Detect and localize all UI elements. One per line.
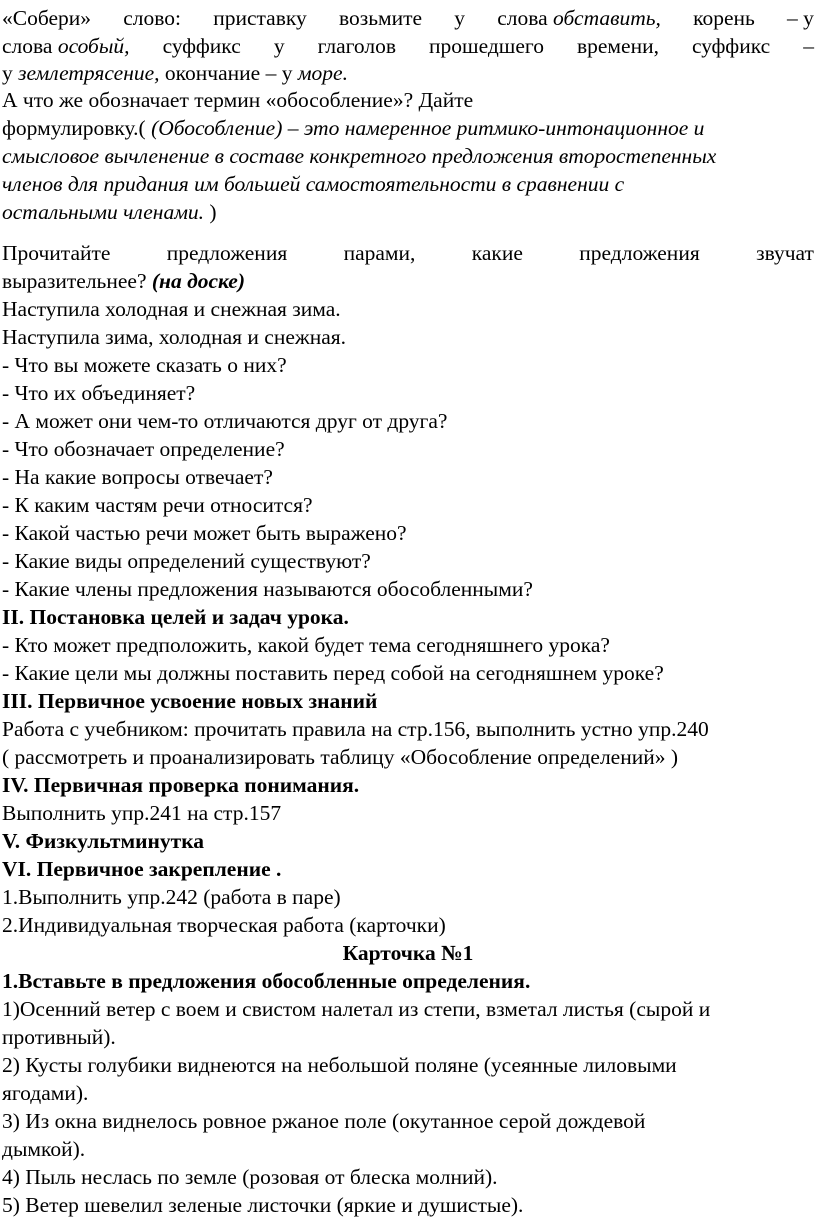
card-item-line: 1)Осенний ветер с воем и свистом налетал из степи, взметал листья (сырой и bbox=[2, 997, 711, 1021]
intro-line-8 bbox=[2, 199, 814, 226]
word: обставить, bbox=[553, 6, 661, 30]
section-heading-5: V. Физкультминутка bbox=[2, 829, 205, 853]
word: – bbox=[803, 34, 814, 58]
word: приставку bbox=[213, 6, 307, 30]
word: возьмите bbox=[338, 6, 423, 30]
section-heading-4: IV. Первичная проверка понимания. bbox=[2, 773, 360, 797]
word: предложения bbox=[579, 241, 700, 265]
section-heading-6: VI. Первичное закрепление . bbox=[2, 857, 282, 881]
exercise-line: 1.Выполнить упр.242 (работа в паре) bbox=[2, 885, 341, 909]
pairs-line-1 bbox=[2, 240, 814, 267]
word: корень bbox=[693, 6, 755, 30]
word: слова bbox=[497, 6, 548, 30]
card-item-line: ягодами). bbox=[2, 1081, 89, 1105]
sentence-1: Наступила холодная и снежная зима. bbox=[2, 297, 341, 321]
textbook-task: Работа с учебником: прочитать правила на стр.156, выполнить устно упр.240 bbox=[2, 717, 709, 741]
card-task: 1.Вставьте в предложения обособленные определения. bbox=[2, 969, 531, 993]
question-line: - На какие вопросы отвечает? bbox=[2, 465, 273, 489]
word: времени, bbox=[576, 34, 659, 58]
word: слова bbox=[2, 34, 53, 58]
word: предложения bbox=[166, 241, 288, 265]
intro-line-5 bbox=[2, 115, 814, 142]
card-item-line: дымкой). bbox=[2, 1137, 86, 1161]
section-heading-3: III. Первичное усвоение новых знаний bbox=[2, 689, 378, 713]
card-item-line: 4) Пыль неслась по земле (розовая от блеска молний). bbox=[2, 1165, 498, 1189]
card-title: Карточка №1 bbox=[342, 941, 474, 965]
word: – у bbox=[787, 6, 814, 30]
word: глаголов bbox=[317, 34, 396, 58]
intro-line-6: смысловое вычленение в составе конкретного предложения второстепенных bbox=[2, 144, 717, 168]
word: звучат bbox=[756, 241, 814, 265]
word: особый, bbox=[57, 34, 130, 58]
text: море. bbox=[297, 61, 348, 85]
word: парами, bbox=[343, 241, 416, 265]
textbook-task-cont: ( рассмотреть и проанализировать таблицу «Обособление определений» ) bbox=[2, 745, 679, 769]
word: «Собери» bbox=[2, 6, 92, 30]
text: землетрясение, bbox=[18, 61, 160, 85]
question-line: - Что обозначает определение? bbox=[2, 437, 285, 461]
text: у bbox=[2, 61, 19, 85]
sentence-2: Наступила зима, холодная и снежная. bbox=[2, 325, 347, 349]
card-item-line: 5) Ветер шевелил зеленые листочки (яркие и душистые). bbox=[2, 1193, 524, 1217]
card-item-line: 3) Из окна виднелось ровное ржаное поле (окутанное серой дождевой bbox=[2, 1109, 646, 1133]
question-line: - Что вы можете сказать о них? bbox=[2, 353, 287, 377]
word: Прочитайте bbox=[2, 241, 111, 265]
card-item-line: противный). bbox=[2, 1025, 116, 1049]
intro-line-4: А что же обозначает термин «обособление»? Дайте bbox=[2, 88, 474, 112]
word: какие bbox=[471, 241, 523, 265]
word: у bbox=[454, 6, 466, 30]
question-line: - Какой частью речи может быть выражено? bbox=[2, 521, 407, 545]
section-heading-2: II. Постановка целей и задач урока. bbox=[2, 605, 349, 629]
exercise-line: Выполнить упр.241 на стр.157 bbox=[2, 801, 282, 825]
text: остальными членами. bbox=[2, 200, 205, 224]
question-line: - Какие цели мы должны поставить перед собой на сегодняшнем уроке? bbox=[2, 661, 664, 685]
question-line: - К каким частям речи относится? bbox=[2, 493, 313, 517]
question-line: - Что их объединяет? bbox=[2, 381, 196, 405]
word: у bbox=[273, 34, 285, 58]
word: суффикс bbox=[162, 34, 241, 58]
question-line: - А может они чем-то отличаются друг от друга? bbox=[2, 409, 448, 433]
text: выразительнее? bbox=[2, 269, 152, 293]
card-item-line: 2) Кусты голубики виднеются на небольшой поляне (усеянные лиловыми bbox=[2, 1053, 677, 1077]
intro-line-7: членов для придания им большей самостоятельности в сравнении с bbox=[2, 172, 625, 196]
intro-line-2 bbox=[2, 33, 814, 60]
word: прошедшего bbox=[429, 34, 544, 58]
text: ) bbox=[204, 200, 217, 224]
intro-line-1 bbox=[2, 5, 814, 32]
question-line: - Какие члены предложения называются обособленными? bbox=[2, 577, 533, 601]
exercise-line: 2.Индивидуальная творческая работа (карточки) bbox=[2, 913, 446, 937]
pairs-line-2 bbox=[2, 268, 814, 295]
intro-line-3 bbox=[2, 60, 814, 87]
on-board-note: (на доске) bbox=[151, 269, 246, 293]
word: слово: bbox=[123, 6, 181, 30]
text: формулировку.( bbox=[2, 116, 152, 140]
definition-text: (Обособление) – это намеренное ритмико-интонационное и bbox=[151, 116, 705, 140]
word: суффикс bbox=[692, 34, 771, 58]
question-line: - Какие виды определений существуют? bbox=[2, 549, 371, 573]
question-line: - Кто может предположить, какой будет тема сегодняшнего урока? bbox=[2, 633, 610, 657]
text: окончание – у bbox=[159, 61, 298, 85]
